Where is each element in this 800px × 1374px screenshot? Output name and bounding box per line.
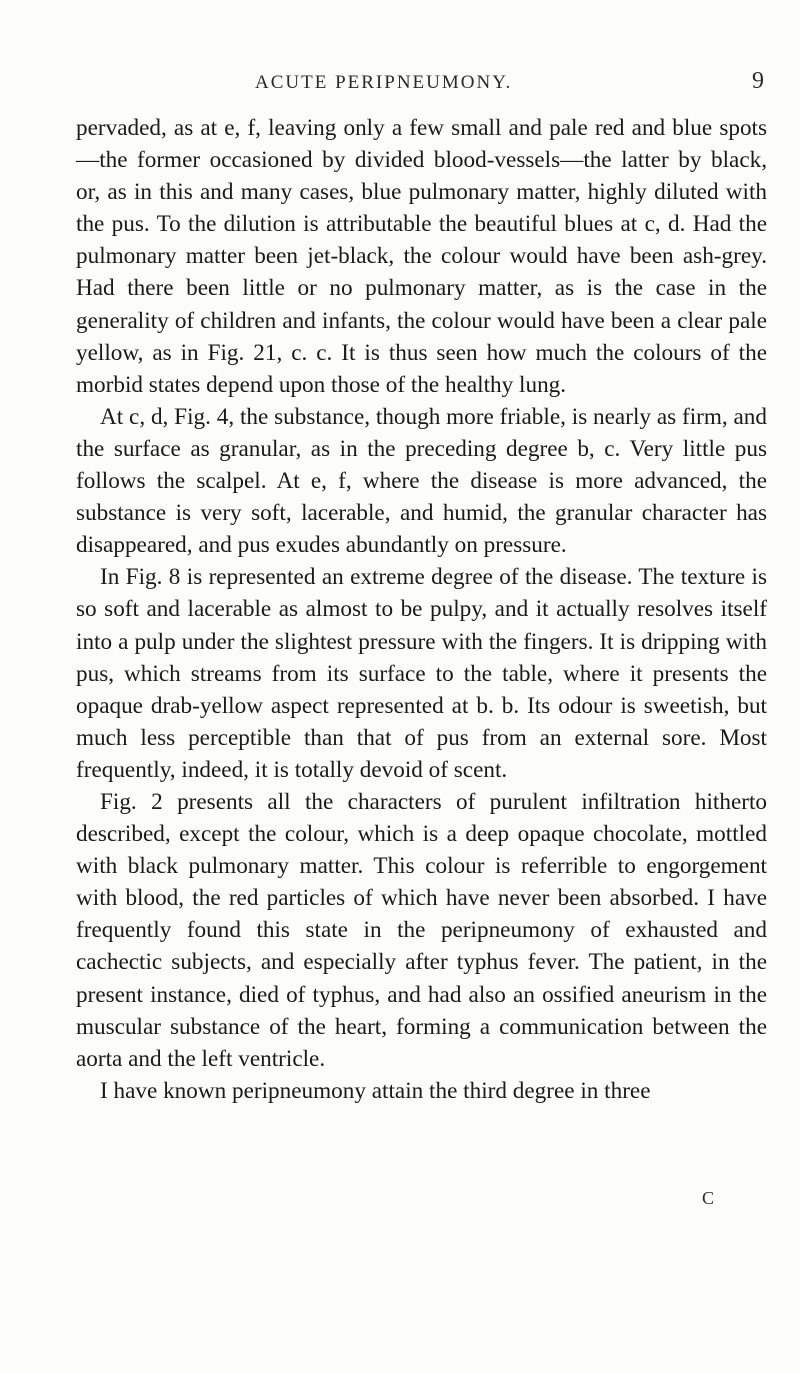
- paragraph: At c, d, Fig. 4, the substance, though more friable, is nearly as firm, and the surface as granular, as in the preceding degree b, c. Very little pus follows the scalpel. At e, f, where the disease is more advanced, the substance is very soft, lacerable, and humid, the granular character has disappeared, and pus exudes abundantly on pressure.: [76, 403, 767, 559]
- running-title: ACUTE PERIPNEUMONY.: [255, 72, 513, 93]
- running-header: [0, 62, 800, 102]
- paragraph: pervaded, as at e, f, leaving only a few small and pale red and blue spots—the former occasioned by divided blood-vessels—the latter by black, or, as in this and many cases, blue pulmonary matter, highly diluted with the pus. To the dilution is attributable the beautiful blues at c, d. Had the pulmonary matter been jet-black, the colour would have been ash-grey. Had there been little or no pulmonary matter, as is the case in the generality of children and infants, the colour would have been a clear pale yellow, as in Fig. 21, c. c. It is thus seen how much the colours of the morbid states depend upon those of the healthy lung.: [76, 115, 767, 398]
- paragraph: In Fig. 8 is represented an extreme degree of the disease. The texture is so soft and lacerable as almost to be pulpy, and it actually resolves itself into a pulp under the slightest pressure with the fingers. It is dripping with pus, which streams from its surface to the table, where it presents the opaque drab-yellow aspect represented at b. b. Its odour is sweetish, but much less perceptible than that of pus from an external sore. Most frequently, indeed, it is totally devoid of scent.: [76, 564, 767, 783]
- page-number: 9: [752, 68, 764, 94]
- body-text: [76, 112, 767, 1107]
- signature-mark: C: [702, 1188, 715, 1208]
- paragraph: I have known peripneumony attain the third degree in three: [100, 1077, 651, 1104]
- paragraph: Fig. 2 presents all the characters of purulent infiltration hitherto described, except the colour, which is a deep opaque chocolate, mottled with black pulmonary matter. This colour is referrible to engorgement with blood, the red particles of which have never been absorbed. I have frequently found this state in the peripneumony of exhausted and cachectic subjects, and especially after typhus fever. The patient, in the present instance, died of typhus, and had also an ossified aneurism in the muscular substance of the heart, forming a communication between the aorta and the left ventricle.: [76, 788, 767, 1072]
